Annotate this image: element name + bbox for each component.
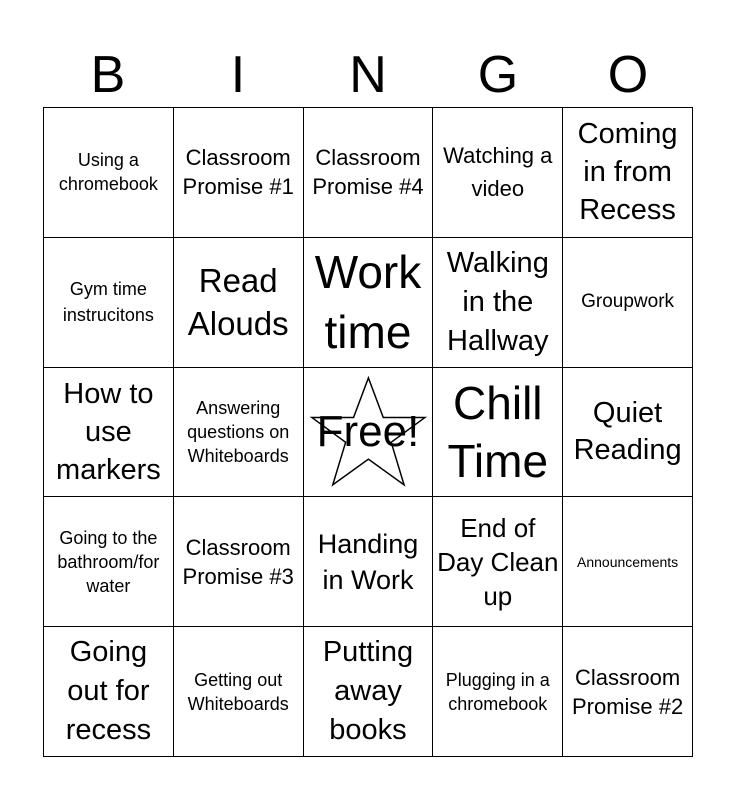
cell-label: Classroom Promise #4 — [312, 145, 424, 200]
cell-label: Groupwork — [581, 291, 675, 313]
bingo-cell[interactable] — [563, 108, 693, 238]
cell-label: End of Day Clean up — [437, 512, 559, 611]
cell-label: Using a chromebook — [58, 150, 158, 195]
bingo-cell[interactable] — [174, 108, 304, 238]
bingo-cell[interactable] — [433, 497, 563, 627]
bingo-cell[interactable] — [563, 627, 693, 757]
bingo-card-grid — [43, 107, 693, 757]
free-space[interactable] — [304, 368, 434, 498]
bingo-cell[interactable] — [563, 238, 693, 368]
bingo-header — [43, 44, 693, 106]
header-letter-g: G — [477, 46, 519, 104]
cell-label: Classroom Promise #1 — [182, 145, 294, 200]
cell-label: Read Alouds — [187, 262, 289, 343]
bingo-cell[interactable] — [174, 627, 304, 757]
cell-label: Classroom Promise #2 — [571, 664, 684, 719]
bingo-cell[interactable] — [304, 108, 434, 238]
cell-label: Plugging in a chromebook — [445, 669, 550, 714]
bingo-cell[interactable] — [433, 368, 563, 498]
bingo-cell[interactable] — [304, 497, 434, 627]
bingo-cell[interactable] — [174, 368, 304, 498]
cell-label: Announcements — [577, 553, 679, 570]
bingo-cell[interactable] — [304, 627, 434, 757]
header-letter-o: O — [607, 46, 649, 104]
bingo-cell[interactable] — [433, 238, 563, 368]
bingo-cell[interactable] — [44, 368, 174, 498]
cell-label: Classroom Promise #3 — [182, 534, 294, 589]
bingo-cell[interactable] — [563, 368, 693, 498]
bingo-cell[interactable] — [433, 627, 563, 757]
bingo-cell[interactable] — [44, 238, 174, 368]
bingo-cell[interactable] — [174, 238, 304, 368]
cell-label: Going out for recess — [65, 636, 152, 747]
cell-label: How to use markers — [56, 377, 161, 486]
bingo-cell[interactable] — [563, 497, 693, 627]
bingo-cell[interactable] — [174, 497, 304, 627]
cell-label: Handing in Work — [317, 528, 419, 595]
bingo-cell[interactable] — [304, 238, 434, 368]
bingo-cell[interactable] — [44, 627, 174, 757]
cell-label: Work time — [314, 246, 422, 359]
cell-label: Putting away books — [322, 636, 414, 747]
bingo-cell[interactable] — [44, 497, 174, 627]
cell-label: Going to the bathroom/for water — [57, 527, 160, 596]
cell-label: Watching a video — [443, 143, 553, 202]
header-letter-b: B — [90, 46, 126, 104]
cell-label: Answering questions on Whiteboards — [187, 397, 290, 466]
bingo-cell[interactable] — [44, 108, 174, 238]
header-letter-i: I — [230, 46, 246, 104]
cell-label: Quiet Reading — [573, 396, 682, 466]
header-letter-n: N — [349, 46, 387, 104]
cell-label: Walking in the Hallway — [446, 246, 549, 357]
cell-label: Gym time instrucitons — [62, 279, 154, 326]
cell-label: Getting out Whiteboards — [187, 669, 289, 714]
bingo-cell[interactable] — [433, 108, 563, 238]
free-space-label: Free! — [316, 406, 420, 456]
cell-label: Coming in from Recess — [577, 118, 678, 227]
cell-label: Chill Time — [447, 376, 549, 487]
